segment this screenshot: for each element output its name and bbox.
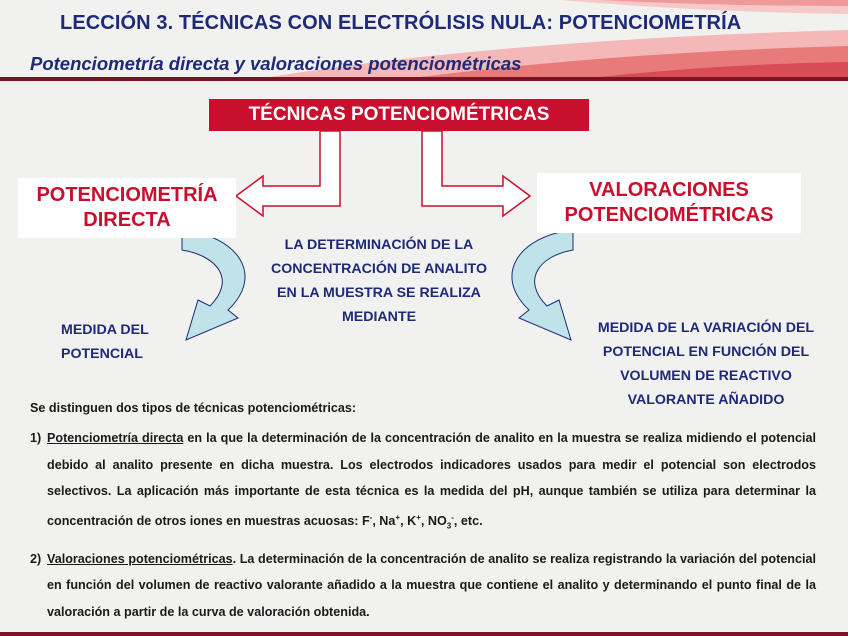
center-explanation [250, 233, 508, 329]
left-result-line1: MEDIDA DEL [61, 322, 149, 338]
techniques-banner: TÉCNICAS POTENCIOMÉTRICAS [209, 99, 589, 131]
right-result-line4: VALORANTE AÑADIDO [627, 392, 785, 408]
item1-ion2: , Na [372, 513, 396, 528]
item1-tail: , etc. [453, 513, 483, 528]
item2-text: . La determinación de la concentración de analito se realiza registrando la variación del potencial en función del volumen de reactivo valorante añadido a la muestra que contiene el analito y determinando el punto final de la valoración a partir de la curva de valoración obtenida. [47, 551, 816, 619]
footer-rule [0, 632, 848, 636]
potentiometric-titrations-box [537, 173, 801, 233]
center-line1: LA DETERMINACIÓN DE LA [284, 237, 474, 253]
item1-text: en la que la determinación de la concentración de analito en la muestra se realiza midiendo el potencial debido al analito presente en dicha muestra. Los electrodos indicadores usados para medir el potencial son electrodos selectivos. La aplicación más importante de esta técnica es la medida del pH, aunque también se utiliza para determinar la concentración de otros iones en muestras acuosas: F [47, 431, 816, 528]
item1-ion3-charge: + [416, 512, 421, 522]
item2-number: 2) [30, 551, 42, 566]
direct-potentiometry-box [18, 178, 236, 238]
right-result-line1: MEDIDA DE LA VARIACIÓN DEL [597, 320, 815, 336]
item1-ion2-charge: + [395, 512, 401, 522]
left-box-line1: POTENCIOMETRÍA [36, 184, 218, 206]
body-text [30, 396, 816, 631]
left-box-line2: DIRECTA [83, 209, 171, 231]
center-line4: MEDIANTE [341, 309, 417, 325]
curved-arrow-right-icon [512, 230, 573, 340]
center-line3: EN LA MUESTRA SE REALIZA [277, 285, 481, 301]
item1-ion4-subscript: 3 [446, 521, 452, 531]
right-result-line3: VOLUMEN DE REACTIVO [620, 368, 792, 384]
item1-term: Potenciometría directa [47, 431, 184, 445]
intro-paragraph: Se distinguen dos tipos de técnicas potenciométricas: [30, 401, 357, 415]
hollow-arrow-left-icon [236, 131, 340, 216]
left-result-text [61, 318, 201, 366]
page-subtitle: Potenciometría directa y valoraciones potenciométricas [30, 53, 522, 74]
center-line2: CONCENTRACIÓN DE ANALITO [271, 261, 487, 277]
right-box-line1: VALORACIONES [589, 179, 749, 201]
hollow-arrow-right-icon [422, 131, 530, 216]
item1-ion4-charge: - [451, 512, 454, 522]
item2-term: Valoraciones potenciométricas [47, 551, 233, 566]
right-box-line2: POTENCIOMÉTRICAS [564, 204, 774, 226]
item1-ion3: , K [400, 513, 417, 528]
list-item-titrations [30, 546, 816, 626]
item1-number: 1) [30, 431, 42, 445]
right-result-line2: POTENCIAL EN FUNCIÓN DEL [602, 344, 810, 360]
item1-ion1-charge: - [369, 512, 373, 522]
list-item-direct [30, 425, 816, 540]
left-result-line2: POTENCIAL [61, 346, 143, 362]
page-title: LECCIÓN 3. TÉCNICAS CON ELECTRÓLISIS NULA: POTENCIOMETRÍA [60, 12, 742, 34]
item1-ion4: , NO [420, 513, 447, 528]
